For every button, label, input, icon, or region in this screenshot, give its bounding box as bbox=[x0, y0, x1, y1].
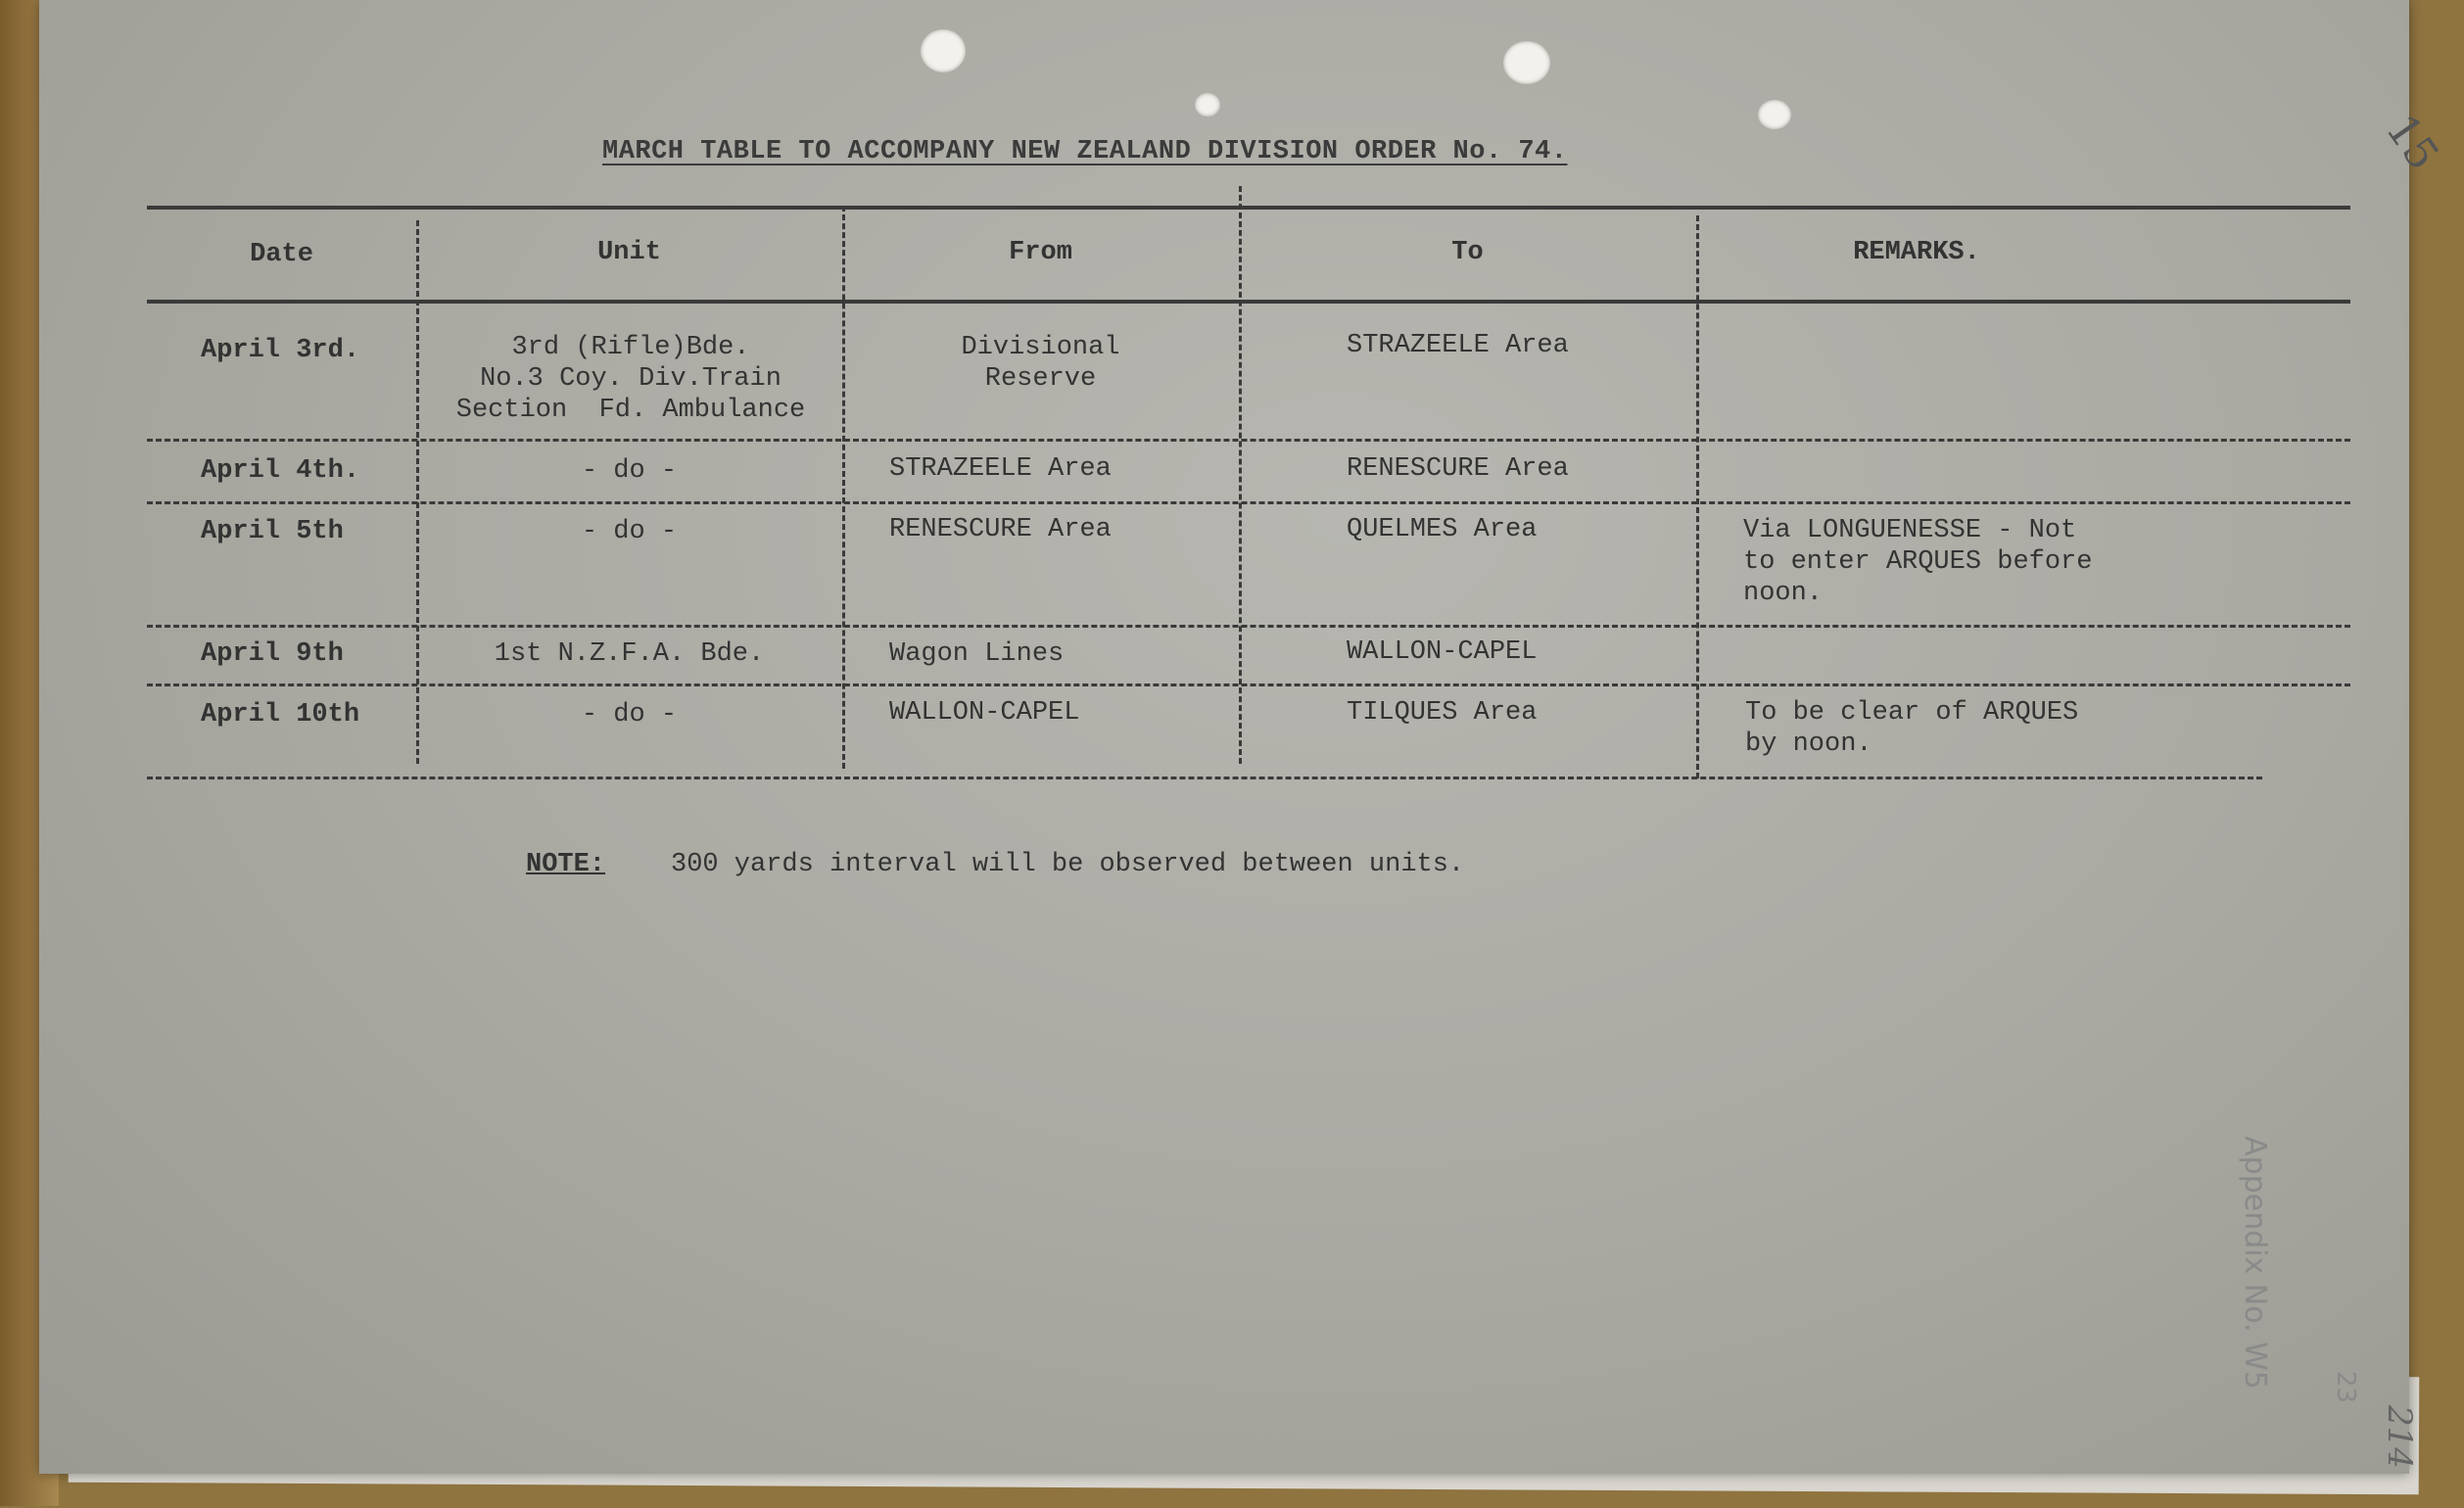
table-top-rule bbox=[147, 206, 2350, 210]
row-unit: 3rd (Rifle)Bde. No.3 Coy. Div.Train Section Fd. Ambulance bbox=[455, 333, 806, 425]
row-date: April 4th. bbox=[201, 456, 360, 486]
appendix-stamp: Appendix No. W5 bbox=[2238, 1136, 2272, 1390]
page-title: MARCH TABLE TO ACCOMPANY NEW ZEALAND DIVISION ORDER No. 74. bbox=[602, 137, 1568, 166]
punch-hole bbox=[921, 29, 966, 72]
row-from: STRAZEELE Area bbox=[889, 454, 1112, 484]
row-unit: - do - bbox=[581, 456, 678, 486]
punch-hole bbox=[1195, 93, 1220, 117]
row-unit: - do - bbox=[581, 517, 678, 546]
margin-number: 23 bbox=[2331, 1371, 2360, 1404]
row-from: Wagon Lines bbox=[889, 639, 1065, 669]
header-from: From bbox=[1009, 238, 1072, 267]
row-from: RENESCURE Area bbox=[889, 515, 1112, 544]
column-divider bbox=[416, 220, 419, 764]
handwritten-folio: 214 bbox=[2380, 1405, 2419, 1469]
row-remarks: Via LONGUENESSE - Not to enter ARQUES before noon. bbox=[1743, 516, 2093, 608]
document-page bbox=[39, 0, 2448, 1474]
row-to: TILQUES Area bbox=[1347, 698, 1538, 728]
header-rule bbox=[147, 300, 2350, 304]
row-date: April 3rd. bbox=[201, 336, 360, 365]
row-date: April 10th bbox=[201, 700, 360, 730]
column-divider bbox=[1696, 215, 1699, 778]
row-to: STRAZEELE Area bbox=[1347, 331, 1569, 360]
row-unit: - do - bbox=[581, 700, 678, 730]
row-divider bbox=[147, 501, 2350, 504]
row-to: RENESCURE Area bbox=[1347, 454, 1569, 484]
punch-hole bbox=[1758, 100, 1791, 129]
row-remarks: To be clear of ARQUES by noon. bbox=[1745, 698, 2079, 759]
note-label: NOTE: bbox=[526, 850, 606, 879]
row-divider bbox=[147, 625, 2350, 628]
header-date: Date bbox=[250, 240, 313, 269]
row-to: WALLON-CAPEL bbox=[1347, 637, 1538, 667]
row-unit: 1st N.Z.F.A. Bde. bbox=[494, 639, 765, 669]
column-divider bbox=[1239, 186, 1242, 764]
row-date: April 9th bbox=[201, 639, 344, 669]
table-bottom-rule bbox=[147, 777, 2262, 779]
column-divider bbox=[842, 206, 845, 769]
header-remarks: REMARKS. bbox=[1853, 238, 1980, 267]
row-date: April 5th bbox=[201, 517, 344, 546]
note-text: 300 yards interval will be observed between units. bbox=[671, 850, 1465, 879]
punch-hole bbox=[1503, 41, 1550, 84]
row-divider bbox=[147, 683, 2350, 686]
row-divider bbox=[147, 439, 2350, 442]
page-number-mark: 15 bbox=[2376, 105, 2448, 180]
row-to: QUELMES Area bbox=[1347, 515, 1538, 544]
header-unit: Unit bbox=[597, 238, 661, 267]
header-to: To bbox=[1451, 238, 1484, 267]
row-from: Divisional Reserve bbox=[961, 333, 1120, 394]
row-from: WALLON-CAPEL bbox=[889, 698, 1080, 728]
